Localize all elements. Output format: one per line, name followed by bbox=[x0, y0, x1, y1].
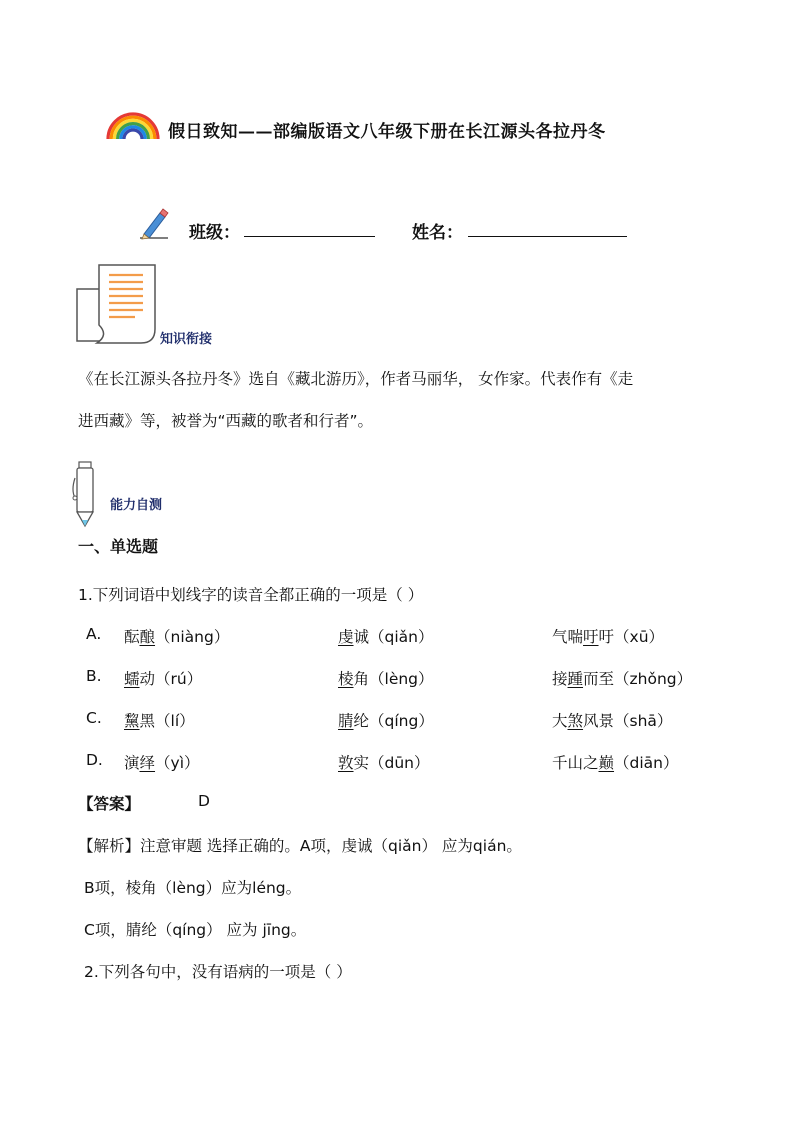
question-2-stem: 2.下列各句中，没有语病的一项是（ ） bbox=[84, 963, 352, 981]
pen-icon bbox=[70, 460, 100, 530]
option-letter: A. bbox=[86, 625, 102, 643]
question-1-stem: 1.下列词语中划线字的读音全都正确的一项是（ ） bbox=[78, 586, 424, 604]
analysis-line-1: 【解析】注意审题 选择正确的。A项，虔诚（qiǎn） 应为qián。 bbox=[78, 837, 522, 855]
word-part: 接 bbox=[552, 670, 568, 688]
rainbow-icon bbox=[104, 108, 162, 140]
word-part: 角（lèng） bbox=[353, 670, 434, 688]
underlined-char: 踵 bbox=[567, 670, 584, 688]
underlined-char: 虔 bbox=[338, 628, 354, 646]
section-title: 一、单选题 bbox=[78, 537, 159, 556]
word-part: 千山之 bbox=[552, 754, 599, 772]
word-part: 大 bbox=[552, 712, 568, 730]
analysis-line-2: B项，棱角（lèng）应为léng。 bbox=[84, 879, 302, 897]
word-part: 黑（lí） bbox=[139, 712, 195, 730]
word-part: 动（rú） bbox=[139, 670, 203, 688]
option-word bbox=[124, 667, 202, 689]
class-field[interactable] bbox=[244, 236, 375, 237]
option-word bbox=[552, 709, 672, 731]
underlined-char: 吁 bbox=[583, 628, 599, 646]
word-part: （yì） bbox=[155, 754, 200, 772]
word-part: 诚（qiǎn） bbox=[353, 628, 434, 646]
option-word bbox=[552, 667, 692, 689]
option-word bbox=[124, 751, 200, 773]
word-part: 吁（xū） bbox=[598, 628, 665, 646]
option-word bbox=[338, 751, 430, 773]
underlined-char: 绎 bbox=[139, 754, 156, 772]
option-word bbox=[124, 625, 229, 647]
underlined-char: 黧 bbox=[124, 712, 140, 730]
underlined-char: 蠕 bbox=[124, 670, 140, 688]
word-part: 酝 bbox=[124, 628, 140, 646]
word-part: 实（dūn） bbox=[353, 754, 430, 772]
option-word bbox=[552, 751, 679, 773]
option-word bbox=[338, 667, 434, 689]
underlined-char: 敦 bbox=[338, 754, 354, 772]
option-letter: B. bbox=[86, 667, 102, 685]
word-part: （diān） bbox=[614, 754, 679, 772]
answer-value: D bbox=[198, 792, 210, 810]
knowledge-line-2: 进西藏》等，被誉为“西藏的歌者和行者”。 bbox=[78, 412, 374, 430]
option-word bbox=[124, 709, 195, 731]
option-letter: D. bbox=[86, 751, 103, 769]
page-title: 假日致知——部编版语文八年级下册在长江源头各拉丹冬 bbox=[168, 122, 606, 142]
option-letter: C. bbox=[86, 709, 102, 727]
word-part: 而至（zhǒng） bbox=[583, 670, 693, 688]
knowledge-tag: 知识衔接 bbox=[160, 332, 213, 347]
name-field[interactable] bbox=[468, 236, 627, 237]
document-icon bbox=[75, 263, 157, 345]
underlined-char: 酿 bbox=[139, 628, 156, 646]
knowledge-line-1: 《在长江源头各拉丹冬》选自《藏北游历》，作者马丽华， 女作家。代表作有《走 bbox=[78, 370, 634, 388]
word-part: 纶（qíng） bbox=[353, 712, 434, 730]
underlined-char: 巅 bbox=[598, 754, 615, 772]
name-label: 姓名： bbox=[412, 223, 463, 243]
underlined-char: 煞 bbox=[567, 712, 584, 730]
word-part: 风景（shā） bbox=[583, 712, 673, 730]
answer-label: 【答案】 bbox=[78, 795, 141, 813]
word-part: （niàng） bbox=[155, 628, 230, 646]
option-word bbox=[338, 625, 433, 647]
underlined-char: 棱 bbox=[338, 670, 354, 688]
option-word bbox=[552, 625, 664, 647]
word-part: 演 bbox=[124, 754, 140, 772]
class-label: 班级： bbox=[189, 223, 240, 243]
ability-tag: 能力自测 bbox=[110, 498, 163, 513]
pencil-icon bbox=[136, 207, 170, 241]
analysis-line-3: C项，腈纶（qíng） 应为 jīng。 bbox=[84, 921, 307, 939]
underlined-char: 腈 bbox=[338, 712, 354, 730]
word-part: 气喘 bbox=[552, 628, 584, 646]
option-word bbox=[338, 709, 434, 731]
